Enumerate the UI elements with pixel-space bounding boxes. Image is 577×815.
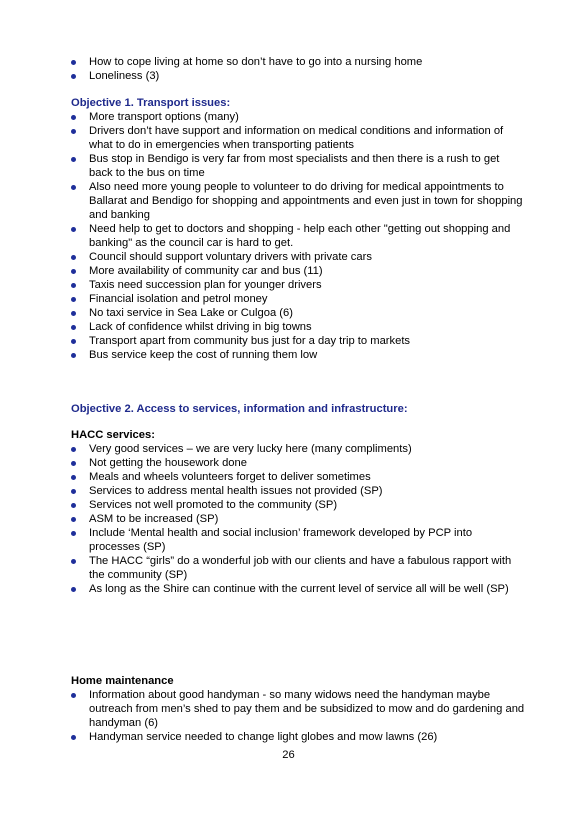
bullet-icon [71,447,76,452]
list-item: Include ‘Mental health and social inclusion’ framework developed by PCP into processes (SP) [71,526,526,554]
list-item: Information about good handyman - so many widows need the handyman maybe outreach from men’s shed to pay them and be subsidized to mow and do gardening and handyman (6) [71,688,526,730]
list-item: Financial isolation and petrol money [71,292,526,306]
list-item: Bus service keep the cost of running them low [71,348,526,362]
bullet-icon [71,339,76,344]
bullet-icon [71,129,76,134]
list-item: Loneliness (3) [71,69,526,83]
bullet-icon [71,311,76,316]
bullet-icon [71,735,76,740]
list-item: Drivers don’t have support and information on medical conditions and information of what to do in emergencies when transporting patients [71,124,526,152]
bullet-icon [71,227,76,232]
bullet-icon [71,517,76,522]
list-item: More transport options (many) [71,110,526,124]
list-item: As long as the Shire can continue with the current level of service all will be well (SP) [71,582,526,596]
list-item: Taxis need succession plan for younger drivers [71,278,526,292]
list-item: More availability of community car and bus (11) [71,264,526,278]
bullet-icon [71,587,76,592]
list-item: Very good services – we are very lucky here (many compliments) [71,442,526,456]
list-item: Services to address mental health issues not provided (SP) [71,484,526,498]
list-item: No taxi service in Sea Lake or Culgoa (6) [71,306,526,320]
bullet-icon [71,489,76,494]
objective2-heading: Objective 2. Access to services, information and infrastructure: [71,403,408,415]
bullet-icon [71,503,76,508]
bullet-icon [71,475,76,480]
bullet-icon [71,461,76,466]
bullet-icon [71,283,76,288]
bullet-icon [71,531,76,536]
hacc-list [71,442,526,596]
bullet-icon [71,255,76,260]
home-maintenance-list [71,688,526,744]
hacc-heading: HACC services: [71,429,155,441]
intro-list [71,55,526,83]
bullet-icon [71,74,76,79]
home-maintenance-heading: Home maintenance [71,675,174,687]
bullet-icon [71,60,76,65]
page-number: 26 [282,749,295,761]
bullet-icon [71,325,76,330]
list-item: ASM to be increased (SP) [71,512,526,526]
list-item: Handyman service needed to change light globes and mow lawns (26) [71,730,526,744]
bullet-icon [71,185,76,190]
list-item: Not getting the housework done [71,456,526,470]
list-item: Need help to get to doctors and shopping - help each other "getting out shopping and banking" as the council car is hard to get. [71,222,526,250]
objective1-list [71,110,526,362]
bullet-icon [71,157,76,162]
list-item: Council should support voluntary drivers with private cars [71,250,526,264]
bullet-icon [71,353,76,358]
list-item: Services not well promoted to the community (SP) [71,498,526,512]
objective1-heading: Objective 1. Transport issues: [71,97,231,109]
list-item: Transport apart from community bus just for a day trip to markets [71,334,526,348]
bullet-icon [71,297,76,302]
list-item: Meals and wheels volunteers forget to deliver sometimes [71,470,526,484]
list-item: Bus stop in Bendigo is very far from most specialists and then there is a rush to get back to the bus on time [71,152,526,180]
list-item: How to cope living at home so don’t have to go into a nursing home [71,55,526,69]
bullet-icon [71,559,76,564]
list-item: Lack of confidence whilst driving in big towns [71,320,526,334]
bullet-icon [71,269,76,274]
bullet-icon [71,115,76,120]
list-item: Also need more young people to volunteer to do driving for medical appointments to Ballarat and Bendigo for shopping and appointments and even just in town for shopping and banking [71,180,526,222]
bullet-icon [71,693,76,698]
list-item: The HACC “girls” do a wonderful job with our clients and have a fabulous rapport with the community (SP) [71,554,526,582]
